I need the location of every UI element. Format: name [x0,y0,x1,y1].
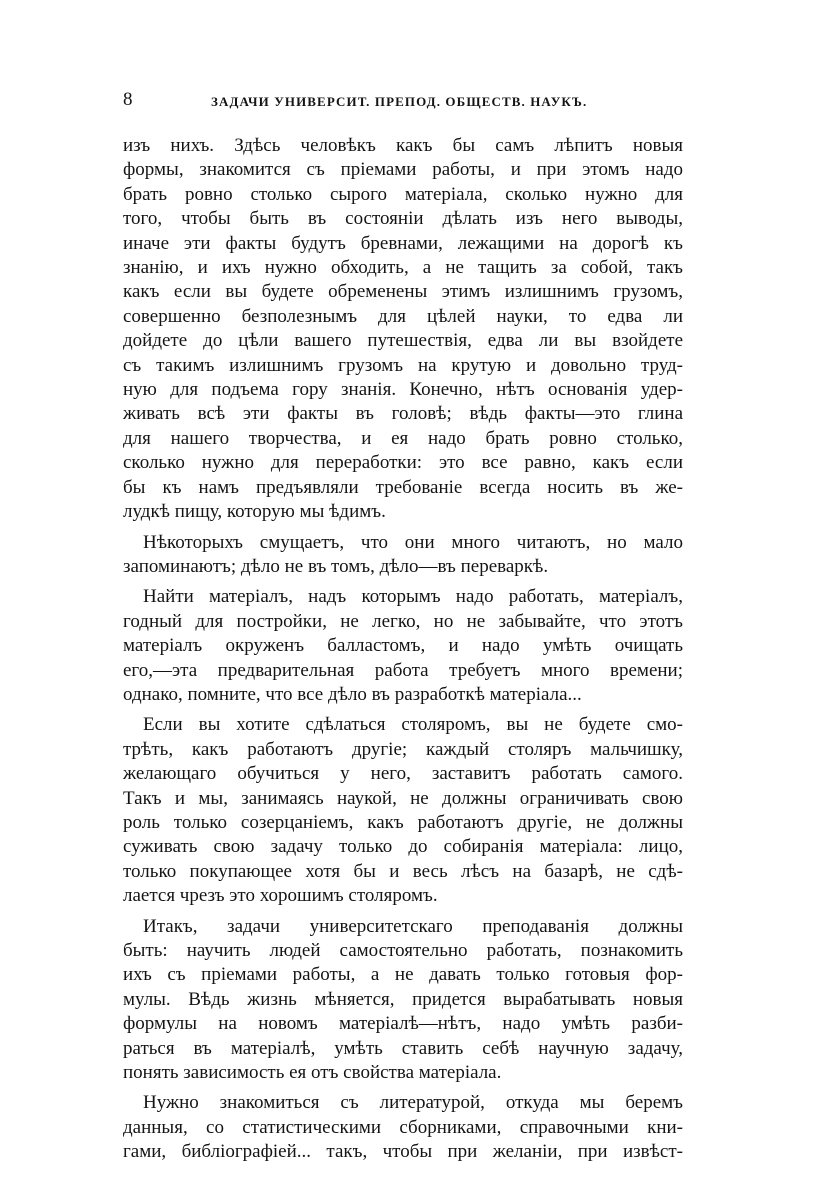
paragraph-5-line: формулы на новомъ матеріалѣ—нѣтъ, надо умѣть разби- [123,1013,683,1035]
paragraph-6-line: Нужно знакомиться съ литературой, откуда мы беремъ [143,1092,683,1114]
paragraph-3-line: годный для постройки, не легко, но не забывайте, что этотъ [123,610,683,632]
paragraph-1-line: лудкѣ пищу, которую мы ѣдимъ. [123,501,386,523]
paragraph-4-line: роль только созерцаніемъ, какъ работаютъ другіе, не должны [123,811,683,833]
paragraph-1-line: иначе эти факты будутъ бревнами, лежащими на дорогѣ къ [123,232,683,254]
paragraph-2-line: запоминаютъ; дѣло не въ томъ, дѣло—въ переваркѣ. [123,555,549,577]
paragraph-1-line: бы къ намъ предъявляли требованіе всегда носить въ же- [123,476,683,498]
page-number: 8 [123,89,133,110]
paragraph-6-line: данныя, со статистическими сборниками, справочными кни- [123,1116,683,1138]
paragraph-5-line: раться въ матеріалѣ, умѣть ставить себѣ научную задачу, [123,1037,683,1059]
paragraph-1-line: съ такимъ излишнимъ грузомъ на крутую и довольно труд- [123,354,683,376]
paragraph-2-line: Нѣкоторыхъ смущаетъ, что они много читаютъ, но мало [143,531,683,553]
paragraph-1-line: живать всѣ эти факты въ головѣ; вѣдь факты—это глина [123,403,683,425]
paragraph-1-line: ную для подъема гору знанія. Конечно, нѣтъ основанія удер- [123,379,683,401]
paragraph-5-line: понять зависимость ея отъ свойства матеріала. [123,1062,502,1084]
paragraph-1-line: совершенно безполезнымъ для цѣлей науки, то едва ли [123,305,683,327]
paragraph-1-line: брать ровно столько сырого матеріала, сколько нужно для [123,183,683,205]
running-head [123,88,683,120]
book-page [123,88,683,1165]
paragraph-6-line: гами, библіографіей... такъ, чтобы при желаніи, при извѣст- [123,1141,683,1163]
paragraph-1-line: знанію, и ихъ нужно обходить, а не тащить за собой, такъ [123,257,683,279]
paragraph-4-line: только покупающее хотя бы и весь лѣсъ на базарѣ, не сдѣ- [123,860,683,882]
paragraph-1-line: формы, знакомится съ пріемами работы, и при этомъ надо [123,159,683,181]
paragraph-3-line: матеріалъ окруженъ балластомъ, и надо умѣть очищать [123,635,683,657]
paragraph-3-line: его,—эта предварительная работа требуетъ много времени; [123,659,683,681]
paragraph-3-line: Найти матеріалъ, надъ которымъ надо работать, матеріалъ, [143,586,683,608]
paragraph-5-line: быть: научить людей самостоятельно работать, познакомить [123,940,683,961]
paragraph-5-line: Итакъ, задачи университетскаго преподаванія должны [143,915,683,937]
paragraph-3-line: однако, помните, что все дѣло въ разработкѣ матеріала... [123,683,582,705]
paragraph-4-line: Такъ и мы, занимаясь наукой, не должны ограничивать свою [123,787,683,809]
paragraph-1-line: того, чтобы быть въ состояніи дѣлать изъ него выводы, [123,208,683,230]
paragraph-5-line: мулы. Вѣдь жизнь мѣняется, придется вырабатывать новыя [123,988,683,1010]
running-title: ЗАДАЧИ УНИВЕРСИТ. ПРЕПОД. ОБЩЕСТВ. НАУКЪ. [211,94,588,109]
paragraph-5-line: ихъ съ пріемами работы, а не давать только готовыя фор- [123,964,683,986]
paragraph-1-line: какъ если вы будете обременены этимъ излишнимъ грузомъ, [123,281,683,303]
paragraph-4-line: лается чрезъ это хорошимъ столяромъ. [123,885,438,907]
paragraph-1-line: дойдете до цѣли вашего путешествія, едва ли вы взойдете [123,330,683,352]
paragraph-4-line: суживать свою задачу только до собиранія матеріала: лицо, [123,836,683,858]
body-text [123,134,683,1165]
paragraph-4-line: Если вы хотите сдѣлаться столяромъ, вы не будете смо- [143,714,683,736]
paragraph-4-line: желающаго обучиться у него, заставитъ работать самого. [123,763,683,785]
paragraph-1-line: для нашего творчества, и ея надо брать ровно столько, [123,427,683,449]
paragraph-1-line: изъ нихъ. Здѣсь человѣкъ какъ бы самъ лѣпитъ новыя [123,135,683,156]
paragraph-4-line: трѣть, какъ работаютъ другіе; каждый столяръ мальчишку, [123,738,683,760]
paragraph-1-line: сколько нужно для переработки: это все равно, какъ если [123,452,683,474]
